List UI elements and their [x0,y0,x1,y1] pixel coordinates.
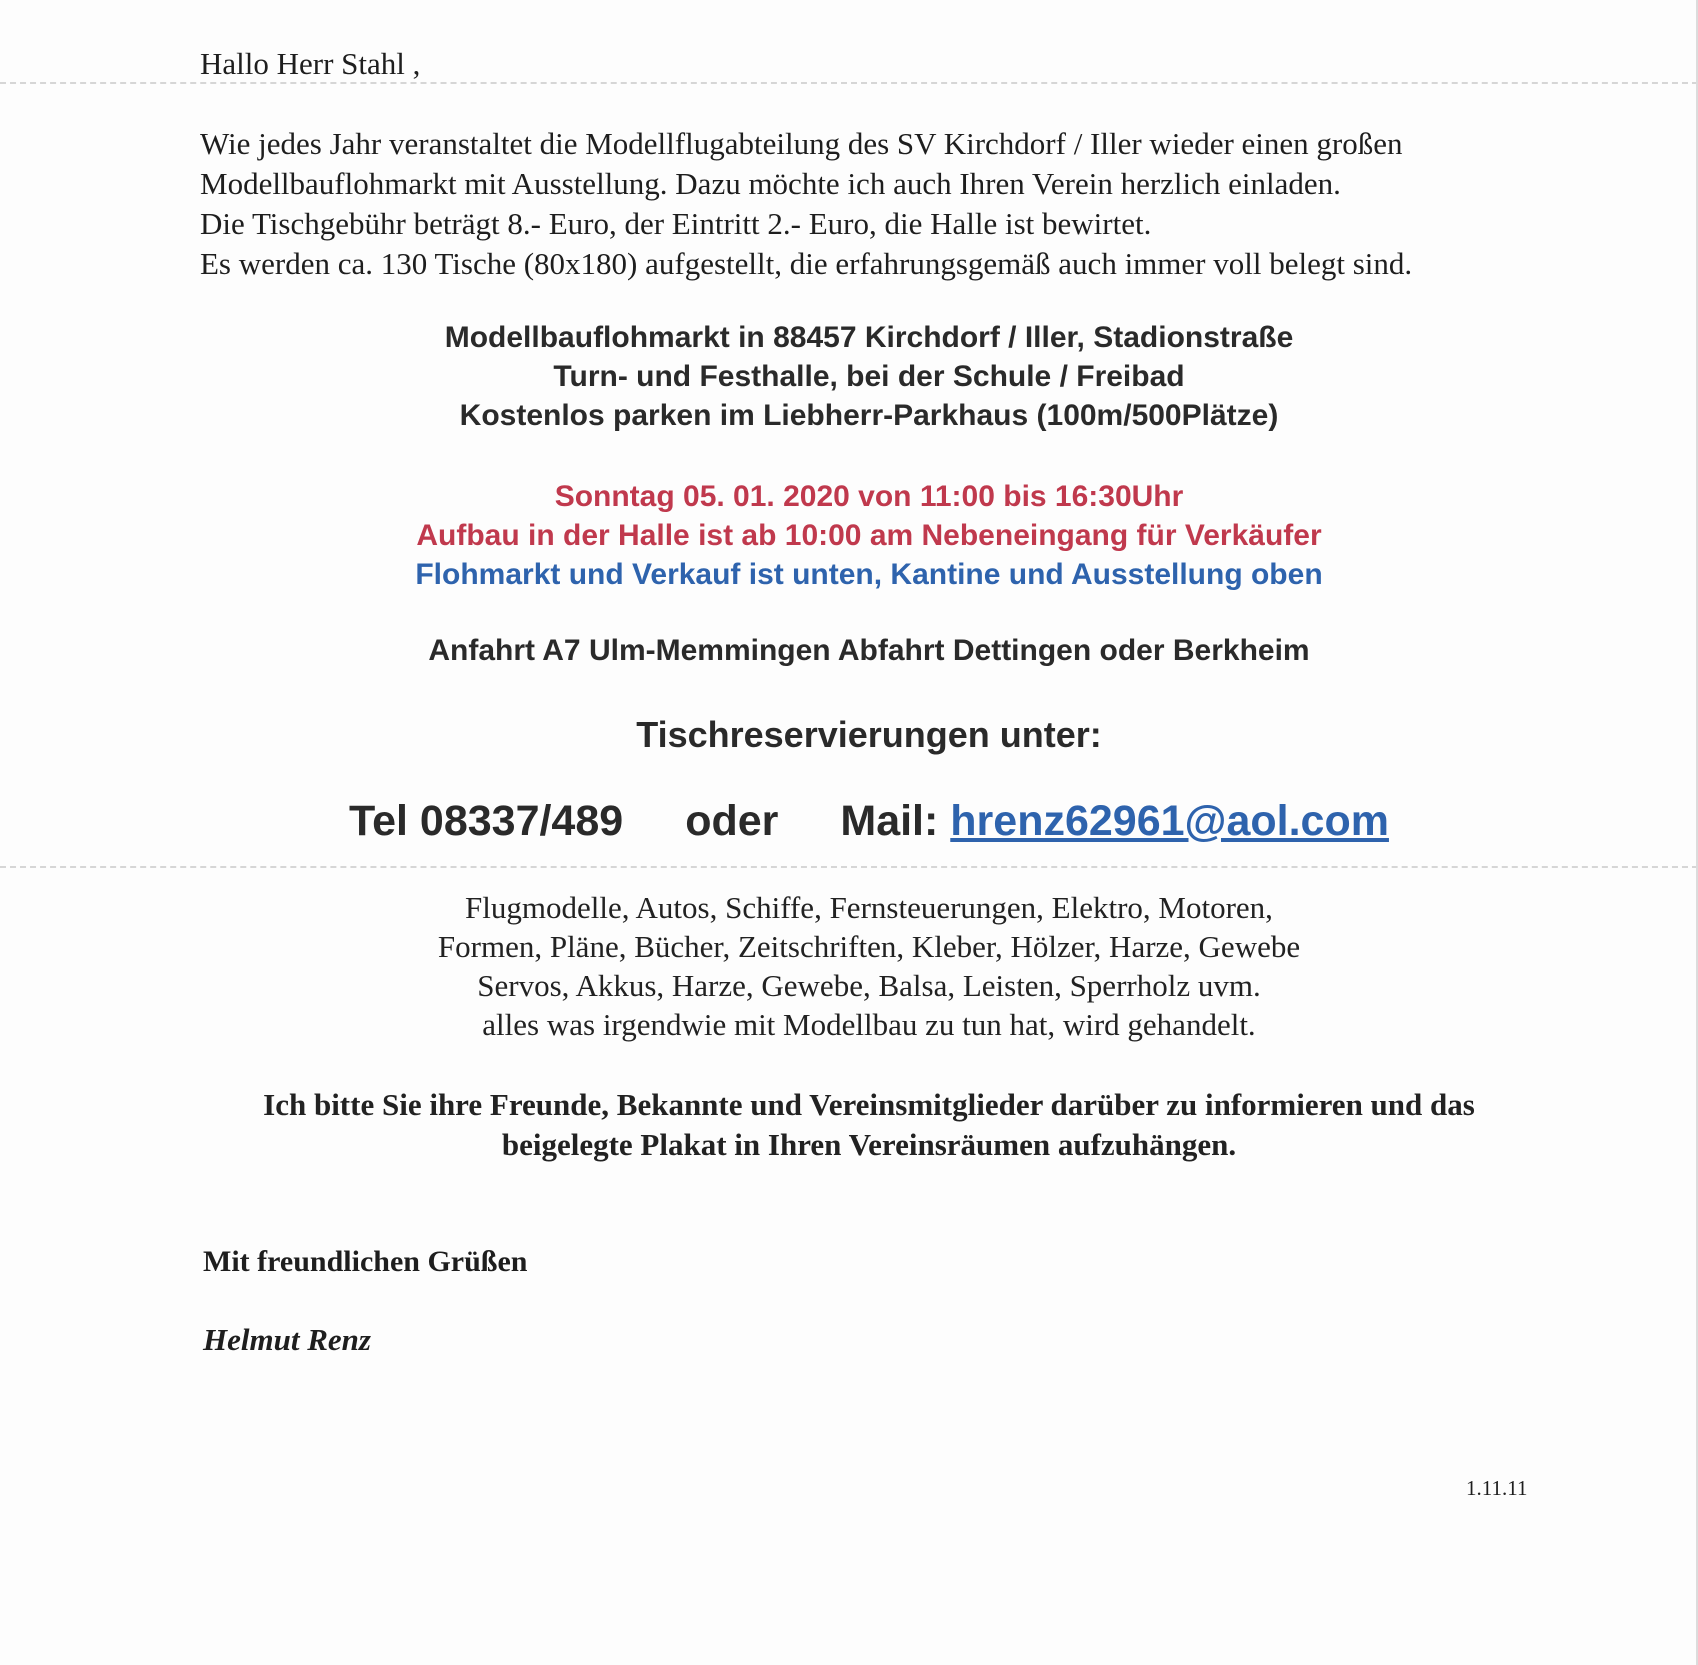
setup-time-line: Aufbau in der Halle ist ab 10:00 am Nebeneingang für Verkäufer [416,519,1322,552]
schedule-block [0,477,1698,594]
reservations-heading: Tischreservierungen unter: [636,714,1102,755]
intro-line: Modellbauflohmarkt mit Ausstellung. Dazu möchte ich auch Ihren Verein herzlich einladen. [200,166,1341,201]
contact-separator: oder [685,797,779,845]
intro-line: Die Tischgebühr beträgt 8.- Euro, der Eintritt 2.- Euro, die Halle ist bewirtet. [200,206,1152,241]
greeting: Hallo Herr Stahl , [200,46,421,81]
hall-layout-line: Flohmarkt und Verkauf ist unten, Kantine und Ausstellung oben [415,558,1323,591]
fold-line-top [0,82,1698,84]
request-line: beigelegte Plakat in Ihren Vereinsräumen aufzuhängen. [501,1127,1237,1162]
venue-line: Kostenlos parken im Liebherr-Parkhaus (100m/500Plätze) [459,399,1279,432]
request-paragraph [0,1085,1698,1165]
items-line: Formen, Pläne, Bücher, Zeitschriften, Kleber, Hölzer, Harze, Gewebe [437,929,1301,964]
document-code: 1.11.11 [1466,1476,1528,1500]
event-date-line: Sonntag 05. 01. 2020 von 11:00 bis 16:30Uhr [554,480,1184,513]
intro-line: Es werden ca. 130 Tische (80x180) aufgestellt, die erfahrungsgemäß auch immer voll belegt sind. [200,246,1413,281]
request-line: Ich bitte Sie ihre Freunde, Bekannte und Vereinsmitglieder darüber zu informieren und das [263,1087,1475,1122]
mail-label: Mail: [840,797,939,845]
items-list [0,888,1698,1044]
items-line: Flugmodelle, Autos, Schiffe, Fernsteuerungen, Elektro, Motoren, [465,890,1273,925]
items-line: Servos, Akkus, Harze, Gewebe, Balsa, Leisten, Sperrholz uvm. [477,968,1261,1003]
contact-row [0,797,1698,846]
closing: Mit freundlichen Grüßen [203,1245,528,1278]
signature: Helmut Renz [203,1322,371,1357]
venue-block [0,318,1698,435]
phone-number: Tel 08337/489 [349,797,624,845]
directions-line: Anfahrt A7 Ulm-Memmingen Abfahrt Dettingen oder Berkheim [428,634,1310,667]
items-line: alles was irgendwie mit Modellbau zu tun hat, wird gehandelt. [482,1007,1256,1042]
venue-line: Modellbauflohmarkt in 88457 Kirchdorf / Iller, Stadionstraße [444,321,1294,354]
intro-paragraph [200,124,1412,284]
email-link[interactable]: hrenz62961@aol.com [950,797,1389,845]
venue-line: Turn- und Festhalle, bei der Schule / Freibad [553,360,1185,393]
intro-line: Wie jedes Jahr veranstaltet die Modellflugabteilung des SV Kirchdorf / Iller wieder einen großen [200,126,1403,161]
fold-line-middle [0,866,1698,868]
